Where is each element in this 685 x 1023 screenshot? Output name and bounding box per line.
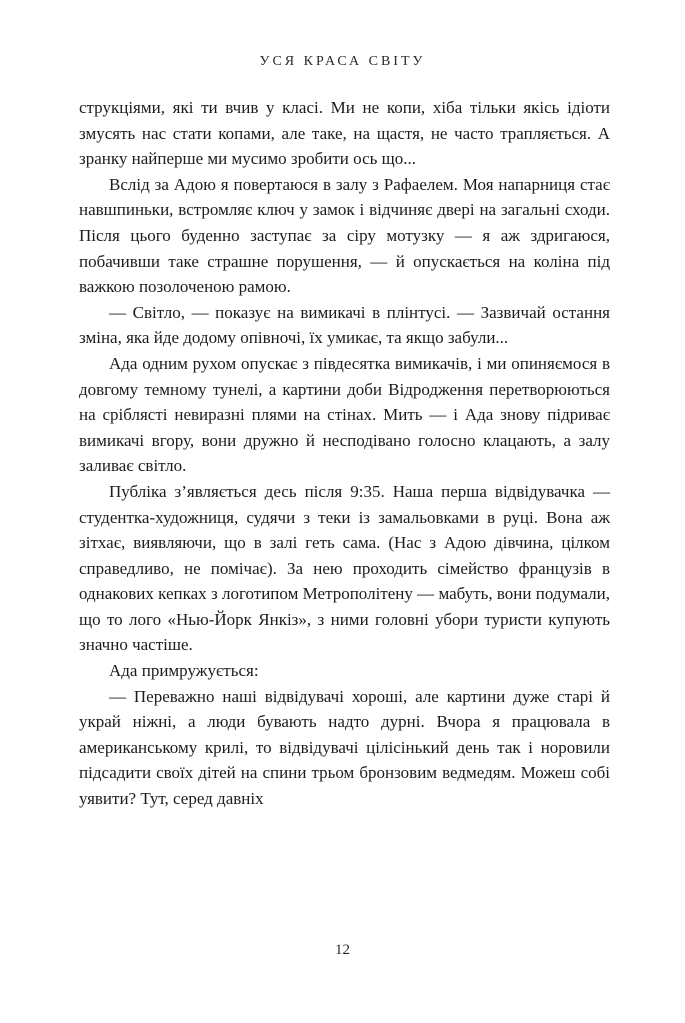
paragraph: Публіка з’являється десь після 9:35. Наша перша відвідувачка — студентка-художниця, судячи з теки із замальовками в руці. Вона аж зітхає, виявляючи, що в залі геть сама. (Нас з Адою дівчина, цілком справедливо, не помічає). За нею проходить сімейство французів в однакових кепках з логотипом Метрополітену — мабуть, вони подумали, що то лого «Нью-Йорк Янкіз», з ними головні убори туристи купують значно частіше.: [79, 481, 610, 655]
body-text: [79, 95, 610, 812]
page-number: 12: [335, 942, 350, 958]
paragraph: Вслід за Адою я повертаюся в залу з Рафаелем. Моя напарниця стає навшпиньки, встромляє ключ у замок і відчиняє двері на загальні сходи. Після цього буденно заступає за сіру мотузку — я аж здригаюся, побачивши таке страшне порушення, — й опускається на коліна під важкою позолоченою рамою.: [79, 174, 610, 297]
running-head: УСЯ КРАСА СВІТУ: [259, 54, 426, 69]
paragraph: — Переважно наші відвідувачі хороші, але картини дуже старі й украй ніжні, а люди бувають надто дурні. Вчора я працювала в американському крилі, то відвідувачі цілісінький день так і норовили підсадити своїх дітей на спини трьом бронзовим ведмедям. Можеш собі уявити? Тут, серед давніх: [79, 686, 610, 809]
paragraph: — Світло, — показує на вимикачі в плінтусі. — Зазвичай остання зміна, яка йде додому опівночі, їх умикає, та якщо забули...: [79, 302, 610, 348]
paragraph: Ада одним рухом опускає з півдесятка вимикачів, і ми опиняємося в довгому темному тунелі, а картини доби Відродження перетворюються на сріблясті невиразні плями на стінах. Мить — і Ада знову підриває вимикачі вгору, вони дружно й несподівано голосно клацають, а залу заливає світло.: [79, 353, 610, 476]
paragraph: струкціями, які ти вчив у класі. Ми не копи, хіба тільки якісь ідіоти змусять нас стати копами, але таке, на щастя, не часто трапляється. А зранку найперше ми мусимо зробити ось що...: [79, 98, 610, 169]
paragraph: Ада примружується:: [109, 661, 259, 681]
